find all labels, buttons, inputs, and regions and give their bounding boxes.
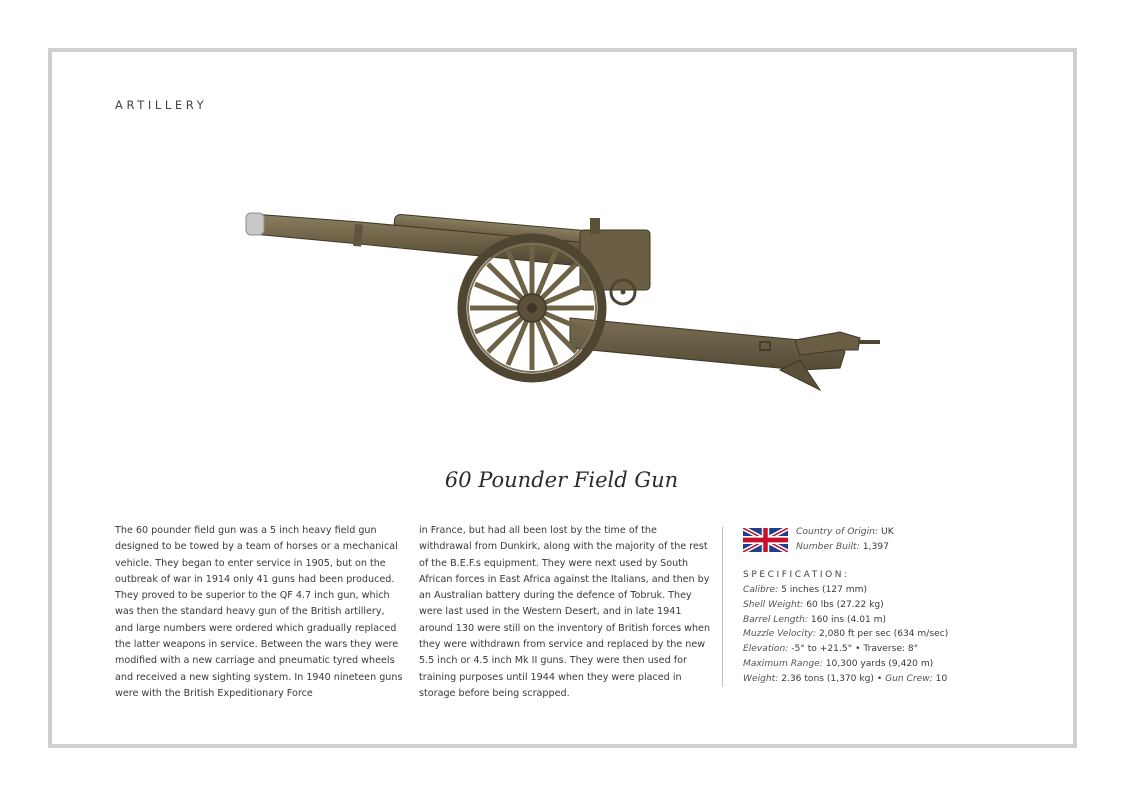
field-gun-illustration — [240, 200, 890, 410]
country-value: UK — [880, 526, 894, 537]
built-label: Number Built: — [796, 541, 860, 552]
spec-max-range — [743, 659, 933, 669]
trail-handle — [858, 340, 880, 344]
spec-value: 5 inches (127 mm) — [781, 585, 868, 595]
spec-label: Elevation: — [743, 644, 789, 654]
description-column-1: The 60 pounder field gun was a 5 inch heavy field gun designed to be towed by a team of horses or a mechanical vehicle. They began to enter service in 1905, but on the outbreak of war in 1914 only 41 guns had been produced. They proved to be superior to the QF 4.7 inch gun, which was then the standard heavy gun of the British artillery, and large numbers were ordered which gradually replaced the latter weapons in service. Between the wars they were modified with a new carriage and pneumatic tyred wheels and received a new sighting system. In 1940 nineteen guns were with the British Expeditionary Force — [115, 525, 403, 699]
country-label: Country of Origin: — [796, 526, 879, 537]
gun-muzzle — [246, 213, 264, 235]
spec-value: 2,080 ft per sec (634 m/sec) — [819, 629, 949, 639]
spec-label: Weight: — [743, 674, 779, 684]
category-label: ARTILLERY — [115, 98, 208, 112]
spec-value: 10,300 yards (9,420 m) — [825, 659, 934, 669]
specification-heading: SPECIFICATION: — [743, 570, 850, 580]
spec-value: 60 lbs (27.22 kg) — [806, 600, 884, 610]
trail-eye — [795, 332, 860, 355]
description-column-2: in France, but had all been lost by the time of the withdrawal from Dunkirk, along with the majority of the rest of the B.E.F.s equipment. They were next used by South African forces in East Africa against the Italians, and then by an Australian battery during the defence of Tobruk. They were last used in the Western Desert, and in late 1941 around 130 were still on the inventory of British forces when they were withdrawn from service and replaced by the new 5.5 inch or 4.5 inch Mk II guns. They were then used for training purposes until 1944 when they were placed in storage before being scrapped. — [419, 525, 711, 699]
spec-barrel-length — [743, 615, 886, 625]
spec-label: Maximum Range: — [743, 659, 823, 669]
page-title: 60 Pounder Field Gun — [444, 468, 679, 492]
spec-weight — [743, 674, 947, 684]
spec-label: Muzzle Velocity: — [743, 629, 817, 639]
column-divider — [722, 527, 723, 687]
bullet-separator: • — [876, 674, 883, 684]
built-value: 1,397 — [862, 541, 889, 552]
spec-value: 2.36 tons (1,370 kg) — [781, 674, 874, 684]
spec-label: Barrel Length: — [743, 615, 808, 625]
spec-label: Gun Crew: — [885, 674, 933, 684]
bullet-separator: • — [855, 644, 861, 654]
spec-value: 160 ins (4.01 m) — [810, 615, 887, 625]
spec-label: Shell Weight: — [743, 600, 804, 610]
spec-muzzle-velocity — [743, 629, 948, 639]
spec-value: -5° to +21.5° — [791, 644, 853, 654]
spec-label: Calibre: — [743, 585, 779, 595]
spec-value: 10 — [935, 674, 948, 684]
spec-traverse: Traverse: 8° — [863, 644, 919, 654]
spec-calibre — [743, 585, 867, 595]
spec-shell-weight — [743, 600, 884, 610]
number-built — [796, 541, 889, 552]
country-of-origin — [796, 526, 894, 537]
spec-elevation — [743, 644, 918, 654]
gun-wheel — [462, 238, 602, 378]
union-jack-flag-icon — [743, 528, 788, 552]
